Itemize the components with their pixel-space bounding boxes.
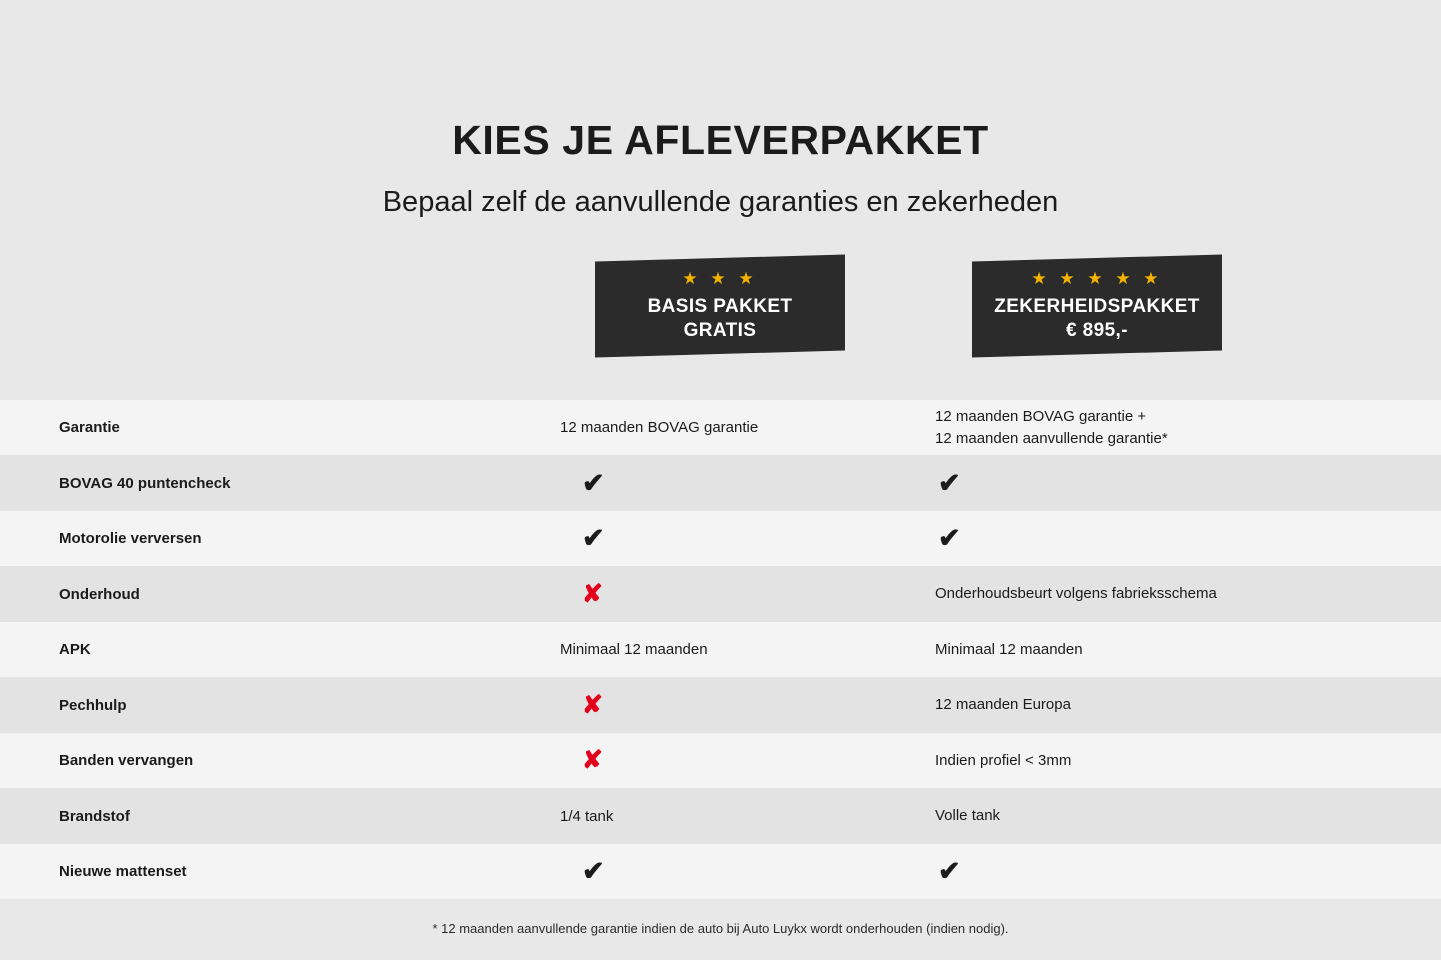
page-header (0, 0, 1441, 220)
table-row (0, 511, 1441, 567)
basis-value (560, 525, 935, 552)
footnote: * 12 maanden aanvullende garantie indien de auto bij Auto Luykx wordt onderhouden (indien nodig). (432, 921, 1009, 937)
basis-value (560, 808, 935, 825)
package-badge-zekerheid[interactable] (972, 254, 1222, 357)
check-icon: ✔ (582, 467, 605, 498)
table-row (0, 733, 1441, 789)
check-icon: ✔ (582, 523, 605, 554)
basis-value (560, 579, 935, 608)
basis-value (560, 858, 935, 885)
package-badges (0, 258, 1441, 388)
zekerheid-text-line1: Onderhoudsbeurt volgens fabrieksschema (935, 585, 1217, 603)
zekerheid-text-line1: 12 maanden Europa (935, 696, 1071, 714)
basis-value (560, 748, 935, 773)
cross-icon: ✘ (582, 690, 603, 719)
table-row (0, 455, 1441, 511)
zekerheid-value (935, 639, 1441, 661)
table-row (0, 677, 1441, 733)
check-icon: ✔ (938, 523, 961, 554)
check-icon: ✔ (938, 467, 961, 498)
feature-label: Brandstof (59, 807, 130, 825)
zekerheid-value (935, 525, 1441, 552)
stars-rating-basis: ★ ★ ★ (682, 268, 758, 288)
package-price-zekerheid: € 895,- (1066, 319, 1128, 341)
package-name-basis: BASIS PAKKET (647, 295, 793, 317)
basis-value (560, 419, 935, 436)
basis-value (560, 467, 935, 498)
basis-value (560, 641, 935, 658)
feature-label: Onderhoud (59, 585, 140, 603)
basis-text: 1/4 tank (560, 807, 614, 825)
feature-label: APK (59, 641, 91, 659)
page-subtitle: Bepaal zelf de aanvullende garanties en zekerheden (382, 186, 1059, 219)
zekerheid-text-line1: 12 maanden BOVAG garantie + (935, 407, 1147, 425)
cross-icon: ✘ (582, 579, 603, 608)
basis-value (560, 690, 935, 719)
package-badge-basis[interactable] (595, 254, 845, 357)
stars-rating-zekerheid: ★ ★ ★ ★ ★ (1031, 268, 1163, 288)
feature-label: Garantie (59, 419, 120, 437)
check-icon: ✔ (582, 856, 605, 887)
basis-text: 12 maanden BOVAG garantie (560, 419, 759, 437)
zekerheid-value (935, 406, 1441, 450)
zekerheid-value (935, 467, 1441, 498)
feature-label: Motorolie verversen (59, 530, 202, 548)
feature-label: Nieuwe mattenset (59, 863, 187, 881)
zekerheid-text-line1: Indien profiel < 3mm (935, 751, 1072, 769)
zekerheid-text-line1: Minimaal 12 maanden (935, 640, 1083, 658)
table-row (0, 566, 1441, 622)
feature-label: Banden vervangen (59, 752, 194, 770)
check-icon: ✔ (938, 856, 961, 887)
package-name-zekerheid: ZEKERHEIDSPAKKET (994, 295, 1200, 317)
table-row (0, 622, 1441, 678)
zekerheid-value (935, 858, 1441, 885)
table-row (0, 788, 1441, 844)
zekerheid-text-line1: Volle tank (935, 807, 1001, 825)
feature-label: Pechhulp (59, 696, 127, 714)
zekerheid-value (935, 750, 1441, 772)
comparison-table (0, 400, 1441, 900)
basis-text: Minimaal 12 maanden (560, 641, 708, 659)
table-row (0, 844, 1441, 900)
page-title: KIES JE AFLEVERPAKKET (452, 117, 989, 163)
feature-label: BOVAG 40 puntencheck (59, 474, 231, 492)
package-price-basis: GRATIS (683, 319, 757, 341)
cross-icon: ✘ (582, 746, 603, 775)
zekerheid-value (935, 583, 1441, 605)
zekerheid-text-line2: 12 maanden aanvullende garantie* (935, 429, 1168, 447)
table-row (0, 400, 1441, 456)
zekerheid-value (935, 694, 1441, 716)
zekerheid-value (935, 805, 1441, 827)
